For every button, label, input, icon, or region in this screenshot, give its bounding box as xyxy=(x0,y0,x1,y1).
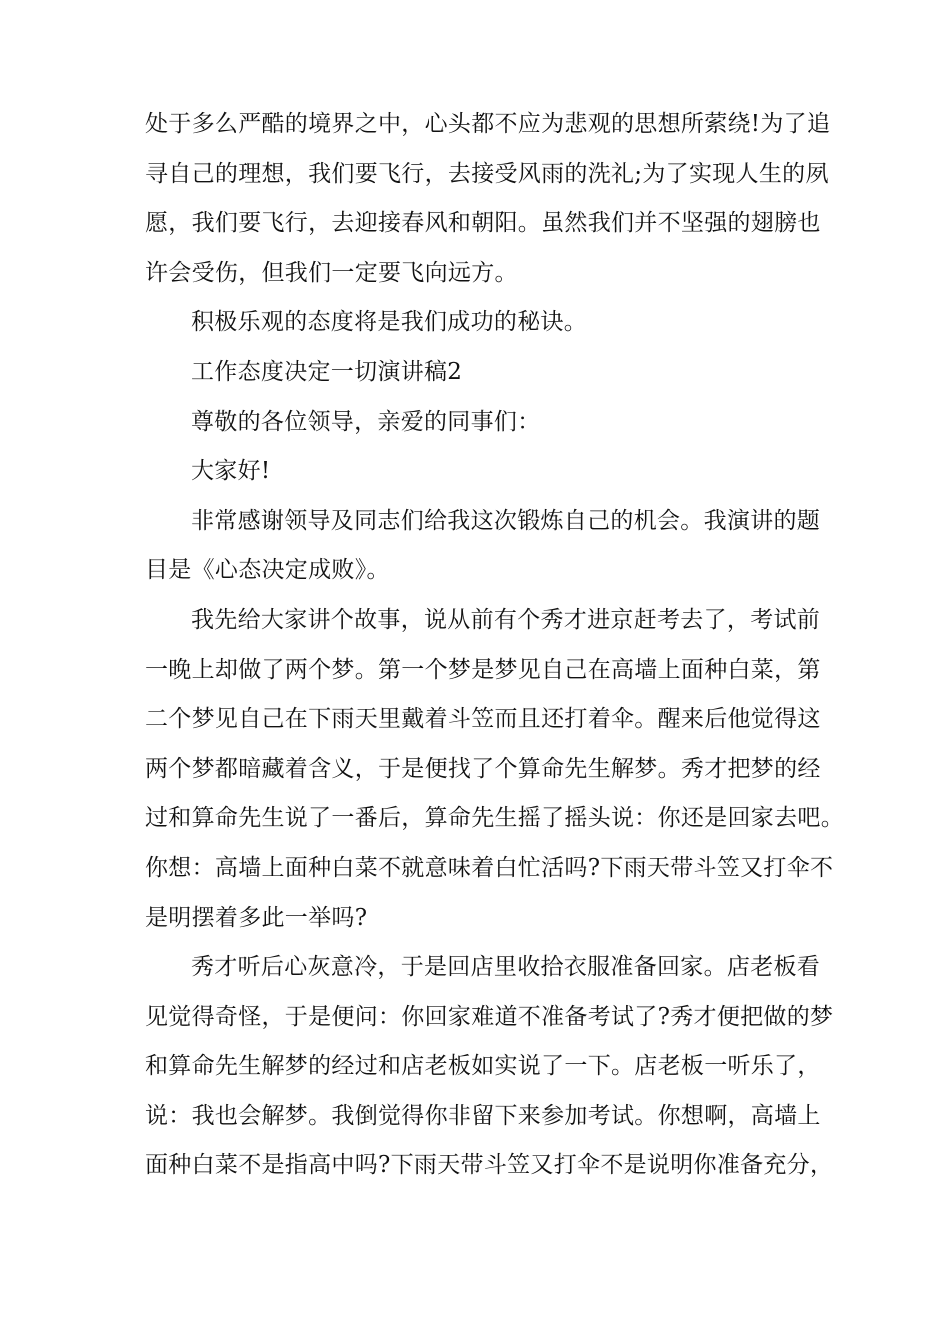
text-line: 面种白菜不是指高中吗?下雨天带斗笠又打伞不是说明你准备充分， xyxy=(145,1152,834,1179)
paragraph-line: 非常感谢领导及同志们给我这次锻炼自己的机会。我演讲的题 xyxy=(191,507,821,534)
text-line: 过和算命先生说了一番后，算命先生摇了摇头说：你还是回家去吧。 xyxy=(145,805,844,832)
text-line: 两个梦都暗藏着含义，于是便找了个算命先生解梦。秀才把梦的经 xyxy=(145,755,821,782)
text-line: 目是《心态决定成败》。 xyxy=(145,557,390,584)
text-line: 许会受伤，但我们一定要飞向远方。 xyxy=(145,259,518,286)
paragraph-line: 积极乐观的态度将是我们成功的秘诀。 xyxy=(191,309,588,336)
text-line: 是明摆着多此一举吗? xyxy=(145,904,368,931)
section-title: 工作态度决定一切演讲稿2 xyxy=(191,358,463,385)
paragraph-line: 秀才听后心灰意冷，于是回店里收拾衣服准备回家。店老板看 xyxy=(191,954,821,981)
text-line: 见觉得奇怪，于是便问：你回家难道不准备考试了?秀才便把做的梦 xyxy=(145,1003,834,1030)
paragraph-line: 我先给大家讲个故事，说从前有个秀才进京赶考去了，考试前 xyxy=(191,606,821,633)
text-line: 二个梦见自己在下雨天里戴着斗笠而且还打着伞。醒来后他觉得这 xyxy=(145,706,821,733)
salutation: 尊敬的各位领导，亲爱的同事们： xyxy=(191,408,541,435)
text-line: 说：我也会解梦。我倒觉得你非留下来参加考试。你想啊，高墙上 xyxy=(145,1102,821,1129)
text-line: 寻自己的理想，我们要飞行，去接受风雨的洗礼;为了实现人生的夙 xyxy=(145,160,829,187)
text-line: 愿，我们要飞行，去迎接春风和朝阳。虽然我们并不坚强的翅膀也 xyxy=(145,210,821,237)
greeting: 大家好! xyxy=(191,458,271,485)
text-line: 一晚上却做了两个梦。第一个梦是梦见自己在高墙上面种白菜，第 xyxy=(145,656,821,683)
text-line: 你想：高墙上面种白菜不就意味着白忙活吗?下雨天带斗笠又打伞不 xyxy=(145,854,834,881)
document-body xyxy=(145,100,844,1191)
text-line: 和算命先生解梦的经过和店老板如实说了一下。店老板一听乐了， xyxy=(145,1053,821,1080)
text-line: 处于多么严酷的境界之中，心头都不应为悲观的思想所萦绕!为了追 xyxy=(145,111,831,137)
